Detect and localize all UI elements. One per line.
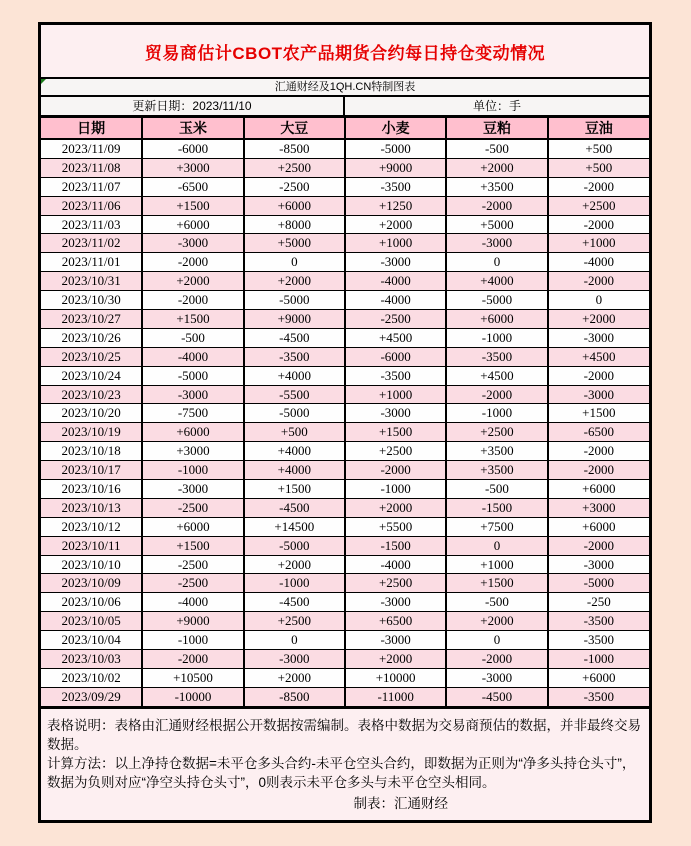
value-cell: -2000 [142, 650, 243, 669]
value-cell: -5000 [142, 366, 243, 385]
value-cell: +3500 [446, 442, 547, 461]
value-cell: -2000 [548, 215, 649, 234]
value-cell: -3000 [142, 234, 243, 253]
value-cell: -7500 [142, 404, 243, 423]
value-cell: +8000 [244, 215, 345, 234]
value-cell: +9000 [345, 158, 446, 177]
value-cell: -2000 [548, 461, 649, 480]
table-row [41, 574, 649, 593]
value-cell: -2000 [446, 385, 547, 404]
value-cell: -6000 [142, 139, 243, 158]
column-header-date: 日期 [41, 118, 142, 140]
value-cell: -3000 [446, 668, 547, 687]
value-cell: -1000 [142, 631, 243, 650]
value-cell: -10000 [142, 687, 243, 706]
value-cell: -6500 [548, 423, 649, 442]
value-cell: +2000 [244, 668, 345, 687]
value-cell: -1500 [345, 536, 446, 555]
value-cell: -2000 [142, 291, 243, 310]
value-cell: -2000 [446, 196, 547, 215]
date-cell: 2023/11/03 [41, 215, 142, 234]
value-cell: +14500 [244, 517, 345, 536]
value-cell: +9000 [244, 310, 345, 329]
value-cell: -1000 [244, 574, 345, 593]
value-cell: -11000 [345, 687, 446, 706]
table-row [41, 517, 649, 536]
value-cell: +1500 [548, 404, 649, 423]
value-cell: -8500 [244, 687, 345, 706]
value-cell: -1500 [446, 498, 547, 517]
value-cell: +1500 [244, 480, 345, 499]
date-cell: 2023/11/07 [41, 177, 142, 196]
value-cell: -2500 [142, 574, 243, 593]
table-row [41, 498, 649, 517]
value-cell: -500 [446, 593, 547, 612]
table-row [41, 668, 649, 687]
value-cell: +3000 [548, 498, 649, 517]
value-cell: -5000 [244, 536, 345, 555]
value-cell: -3000 [142, 385, 243, 404]
date-cell: 2023/10/10 [41, 555, 142, 574]
date-cell: 2023/10/27 [41, 310, 142, 329]
value-cell: +500 [244, 423, 345, 442]
date-cell: 2023/10/09 [41, 574, 142, 593]
table-row [41, 347, 649, 366]
value-cell: +9000 [142, 612, 243, 631]
value-cell: -3500 [548, 687, 649, 706]
subtitle-text: 汇通财经及1QH.CN特制图表 [274, 81, 416, 93]
table-row [41, 480, 649, 499]
date-cell: 2023/10/18 [41, 442, 142, 461]
value-cell: +10500 [142, 668, 243, 687]
value-cell: +4500 [345, 328, 446, 347]
table-row [41, 536, 649, 555]
value-cell: -1000 [548, 650, 649, 669]
value-cell: -3000 [548, 328, 649, 347]
value-cell: +5000 [244, 234, 345, 253]
value-cell: +4000 [244, 366, 345, 385]
table-row [41, 196, 649, 215]
date-cell: 2023/10/19 [41, 423, 142, 442]
date-cell: 2023/11/01 [41, 253, 142, 272]
table-row [41, 612, 649, 631]
date-cell: 2023/10/06 [41, 593, 142, 612]
table-row [41, 593, 649, 612]
value-cell: +2500 [548, 196, 649, 215]
value-cell: +2000 [345, 215, 446, 234]
date-cell: 2023/10/16 [41, 480, 142, 499]
date-cell: 2023/10/17 [41, 461, 142, 480]
date-cell: 2023/10/26 [41, 328, 142, 347]
value-cell: -2000 [548, 272, 649, 291]
value-cell: +6000 [548, 480, 649, 499]
value-cell: +2500 [345, 442, 446, 461]
value-cell: +1000 [345, 234, 446, 253]
value-cell: -3000 [548, 555, 649, 574]
value-cell: +2500 [446, 423, 547, 442]
value-cell: +3500 [446, 177, 547, 196]
date-cell: 2023/10/03 [41, 650, 142, 669]
value-cell: +2000 [548, 310, 649, 329]
value-cell: -4000 [345, 555, 446, 574]
value-cell: +1500 [142, 310, 243, 329]
note-description: 表格说明：表格由汇通财经根据公开数据按需编制。表格中数据为交易商预估的数据，并非最终交易数据。 [47, 717, 641, 752]
value-cell: +1250 [345, 196, 446, 215]
column-header-soyoil: 豆油 [548, 118, 649, 140]
value-cell: -6000 [345, 347, 446, 366]
value-cell: +10000 [345, 668, 446, 687]
value-cell: -5000 [446, 291, 547, 310]
value-cell: -3000 [345, 404, 446, 423]
value-cell: +6500 [345, 612, 446, 631]
date-cell: 2023/10/12 [41, 517, 142, 536]
value-cell: -4500 [446, 687, 547, 706]
date-cell: 2023/10/31 [41, 272, 142, 291]
table-row [41, 177, 649, 196]
value-cell: 0 [446, 631, 547, 650]
date-cell: 2023/11/08 [41, 158, 142, 177]
table-row [41, 272, 649, 291]
note-method: 计算方法：以上净持仓数据=未平仓多头合约-未平仓空头合约，即数据为正则为“净多头持仓头寸”，数据为负则对应“净空头持仓头寸”，0则表示未平仓多头与未平仓空头相同。 [47, 756, 636, 791]
value-cell: +2000 [345, 498, 446, 517]
value-cell: -3000 [142, 480, 243, 499]
value-cell: -3500 [548, 631, 649, 650]
value-cell: 0 [446, 253, 547, 272]
value-cell: -4500 [244, 498, 345, 517]
value-cell: +1500 [142, 536, 243, 555]
meta-row [41, 97, 649, 117]
value-cell: +6000 [548, 668, 649, 687]
value-cell: +1000 [446, 555, 547, 574]
update-date-label: 更新日期：2023/11/10 [41, 97, 345, 115]
value-cell: -3000 [244, 650, 345, 669]
positions-table [41, 117, 649, 707]
value-cell: -4000 [548, 253, 649, 272]
table-row [41, 461, 649, 480]
value-cell: -1000 [446, 404, 547, 423]
value-cell: +6000 [142, 215, 243, 234]
table-row [41, 555, 649, 574]
value-cell: -2000 [548, 177, 649, 196]
table-row [41, 139, 649, 158]
value-cell: -5000 [244, 291, 345, 310]
value-cell: -3500 [345, 366, 446, 385]
table-container [38, 22, 652, 823]
value-cell: -500 [446, 139, 547, 158]
value-cell: +2500 [244, 612, 345, 631]
value-cell: +5000 [446, 215, 547, 234]
value-cell: +2000 [142, 272, 243, 291]
date-cell: 2023/10/20 [41, 404, 142, 423]
value-cell: +7500 [446, 517, 547, 536]
table-row [41, 234, 649, 253]
value-cell: +4500 [548, 347, 649, 366]
table-body [41, 139, 649, 706]
value-cell: -4500 [244, 593, 345, 612]
value-cell: +6000 [142, 517, 243, 536]
value-cell: +6000 [548, 517, 649, 536]
table-row [41, 291, 649, 310]
column-header-corn: 玉米 [142, 118, 243, 140]
column-header-wheat: 小麦 [345, 118, 446, 140]
date-cell: 2023/10/30 [41, 291, 142, 310]
value-cell: +2000 [446, 612, 547, 631]
date-cell: 2023/10/02 [41, 668, 142, 687]
value-cell: -2000 [548, 442, 649, 461]
value-cell: -2000 [345, 461, 446, 480]
value-cell: -4000 [142, 347, 243, 366]
value-cell: -4000 [142, 593, 243, 612]
table-row [41, 385, 649, 404]
value-cell: -2000 [142, 253, 243, 272]
value-cell: 0 [244, 631, 345, 650]
value-cell: -3000 [345, 253, 446, 272]
subtitle-row [41, 79, 649, 97]
value-cell: -2000 [548, 536, 649, 555]
date-cell: 2023/10/04 [41, 631, 142, 650]
value-cell: -6500 [142, 177, 243, 196]
value-cell: -1000 [345, 480, 446, 499]
table-row [41, 442, 649, 461]
value-cell: +4000 [244, 442, 345, 461]
date-cell: 2023/10/13 [41, 498, 142, 517]
value-cell: +4000 [244, 461, 345, 480]
value-cell: +500 [548, 158, 649, 177]
value-cell: -500 [142, 328, 243, 347]
value-cell: -2500 [142, 555, 243, 574]
date-cell: 2023/11/09 [41, 139, 142, 158]
value-cell: -5000 [548, 574, 649, 593]
value-cell: +2000 [345, 650, 446, 669]
column-header-soybean: 大豆 [244, 118, 345, 140]
value-cell: +2500 [244, 158, 345, 177]
value-cell: +2000 [244, 555, 345, 574]
value-cell: -5500 [244, 385, 345, 404]
value-cell: +6000 [142, 423, 243, 442]
value-cell: 0 [446, 536, 547, 555]
notes-section [41, 707, 649, 820]
value-cell: -1000 [446, 328, 547, 347]
table-row [41, 328, 649, 347]
value-cell: -3500 [244, 347, 345, 366]
table-row [41, 158, 649, 177]
value-cell: +4000 [446, 272, 547, 291]
value-cell: +4500 [446, 366, 547, 385]
table-row [41, 366, 649, 385]
date-cell: 2023/11/02 [41, 234, 142, 253]
value-cell: -4500 [244, 328, 345, 347]
value-cell: -2500 [142, 498, 243, 517]
value-cell: -3500 [548, 612, 649, 631]
value-cell: -3000 [446, 234, 547, 253]
value-cell: -3500 [446, 347, 547, 366]
value-cell: -500 [446, 480, 547, 499]
value-cell: -2000 [446, 650, 547, 669]
column-header-soymeal: 豆粕 [446, 118, 547, 140]
table-row [41, 631, 649, 650]
table-row [41, 310, 649, 329]
value-cell: +1500 [142, 196, 243, 215]
value-cell: -8500 [244, 139, 345, 158]
date-cell: 2023/10/05 [41, 612, 142, 631]
date-cell: 2023/10/23 [41, 385, 142, 404]
value-cell: -2500 [345, 310, 446, 329]
value-cell: +3000 [142, 158, 243, 177]
value-cell: -5000 [244, 404, 345, 423]
date-cell: 2023/10/11 [41, 536, 142, 555]
value-cell: +6000 [244, 196, 345, 215]
value-cell: +1000 [345, 385, 446, 404]
value-cell: +3500 [446, 461, 547, 480]
table-row [41, 650, 649, 669]
value-cell: +2000 [244, 272, 345, 291]
table-row [41, 423, 649, 442]
value-cell: -5000 [345, 139, 446, 158]
value-cell: -1000 [142, 461, 243, 480]
value-cell: +2500 [345, 574, 446, 593]
value-cell: +500 [548, 139, 649, 158]
value-cell: -3500 [345, 177, 446, 196]
value-cell: +2000 [446, 158, 547, 177]
value-cell: -4000 [345, 272, 446, 291]
value-cell: -2500 [244, 177, 345, 196]
value-cell: 0 [548, 291, 649, 310]
value-cell: 0 [244, 253, 345, 272]
value-cell: +6000 [446, 310, 547, 329]
credit-line: 制表：汇通财经 [353, 796, 448, 812]
table-row [41, 687, 649, 706]
value-cell: +3000 [142, 442, 243, 461]
date-cell: 2023/09/29 [41, 687, 142, 706]
value-cell: -3000 [345, 631, 446, 650]
date-cell: 2023/10/25 [41, 347, 142, 366]
table-row [41, 215, 649, 234]
date-cell: 2023/11/06 [41, 196, 142, 215]
value-cell: +1000 [548, 234, 649, 253]
table-row [41, 253, 649, 272]
unit-label: 单位：手 [472, 99, 521, 113]
value-cell: -3000 [548, 385, 649, 404]
value-cell: +1500 [345, 423, 446, 442]
value-cell: -2000 [548, 366, 649, 385]
value-cell: +5500 [345, 517, 446, 536]
date-cell: 2023/10/24 [41, 366, 142, 385]
value-cell: -4000 [345, 291, 446, 310]
cell-comment-marker-icon [41, 79, 46, 84]
table-row [41, 404, 649, 423]
table-header [41, 118, 649, 140]
value-cell: -3000 [345, 593, 446, 612]
value-cell: -250 [548, 593, 649, 612]
page-title: 贸易商估计CBOT农产品期货合约每日持仓变动情况 [41, 25, 649, 79]
value-cell: +1500 [446, 574, 547, 593]
